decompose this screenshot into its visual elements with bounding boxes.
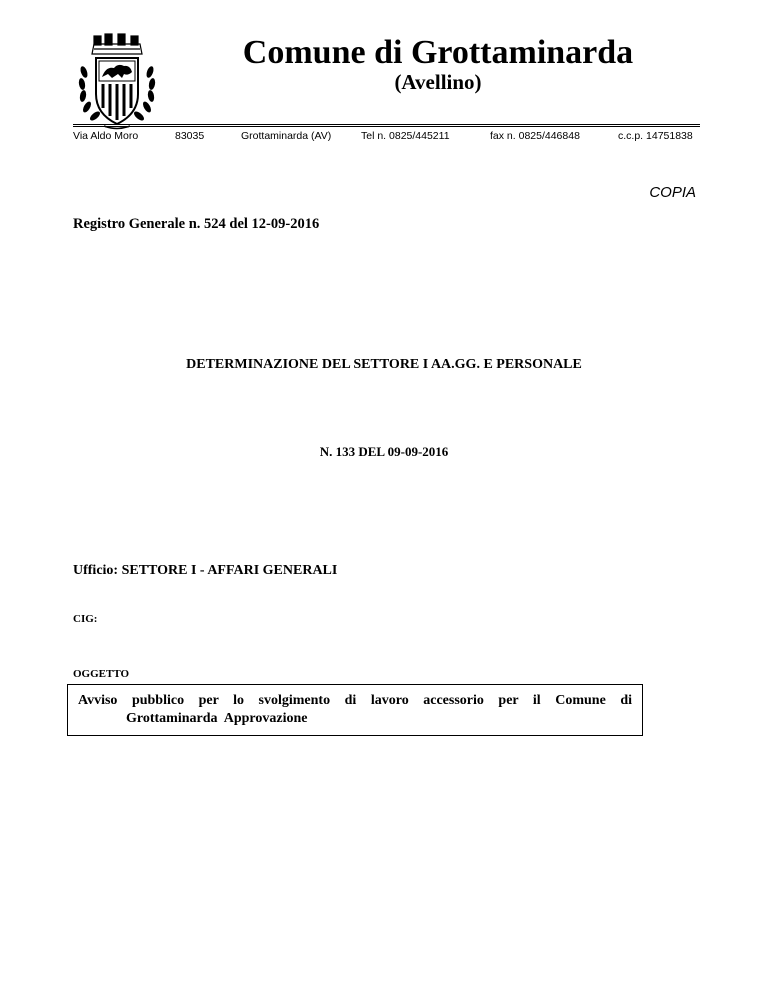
header-rule-double [73,126,700,127]
copy-mark: COPIA [649,184,696,201]
address-street: Via Aldo Moro [73,130,139,142]
address-city: Grottaminarda (AV) [241,130,332,142]
determination-number: N. 133 DEL 09-09-2016 [319,444,449,459]
address-bar [73,129,700,143]
cig-label: CIG: [73,613,98,625]
province-subtitle: (Avellino) [394,70,482,94]
address-tel: Tel n. 0825/445211 [361,130,450,142]
subject-text-line2: Grottaminarda Approvazione [126,711,308,726]
address-ccp: c.c.p. 14751838 [618,130,693,142]
subject-label: OGGETTO [73,668,130,680]
office-label: Ufficio: SETTORE I - AFFARI GENERALI [73,563,338,578]
address-fax: fax n. 0825/446848 [490,130,580,142]
coat-of-arms-icon [74,32,160,132]
determination-title: DETERMINAZIONE DEL SETTORE I AA.GG. E PERSONALE [186,357,582,372]
registro-generale: Registro Generale n. 524 del 12-09-2016 [73,216,320,232]
subject-box [67,684,643,736]
header-rule [73,124,700,125]
subject-text-line1: Avviso pubblico per lo svolgimento di lavoro accessorio per il Comune di [78,693,632,708]
address-cap: 83035 [175,130,205,142]
municipality-title: Comune di Grottaminarda [242,34,634,71]
